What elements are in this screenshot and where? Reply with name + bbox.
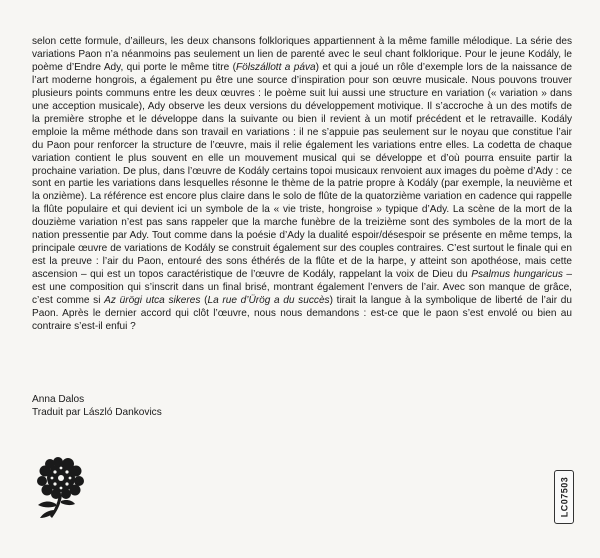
- flower-ornament-icon: [28, 454, 92, 522]
- work-title-3: Az ürögi utca sikeres: [104, 295, 201, 307]
- body-paragraph: [32, 36, 572, 334]
- paragraph-segment-3: – est une composition qui s’inscrit dans un final brisé, montrant également l’envers de l’air. Avec son manque de grâce, c’est comme si: [32, 269, 572, 307]
- work-title-4: La rue d’Ürög a du succès: [207, 295, 330, 307]
- work-title-2: Psalmus hungaricus: [471, 269, 563, 281]
- paragraph-segment-2: ) et qui a joué un rôle d’exemple lors de la naissance de l’art moderne hongrois, a également pu être une source d’inspiration pour son œuvre musicale. Nous pouvons trouver plusieurs points communs entre les deux œuvres : le poème suit lui aussi une structure en variation (« variation » dans une acception musicale), Ady observe les deux versions du développement motivique. Il s’accroche à un des motifs de la première strophe et le développe dans la suivante ou bien il revient à un motif précédent et le retravaille. Kodály emploie la même méthode dans son travail en variations : il ne s’appuie pas seulement sur le noyau que constitue l’air du Paon pour renforcer la structure de l’œuvre, mais il relie également les variations entre elles. La codetta de chaque variation contient le plus souvent en elle un mouvement musical qui se développe et d’où pourra ensuite partir la prochaine variation. De plus, dans l’œuvre de Kodály certains topoi musicaux renvoient aux images du poème d’Ady : ce sont en partie les variations dans lesquelles résonne le thème de la patrie propre à Kodály (par exemple, la neuvième et la onzième). La référence est encore plus claire dans le solo de flûte de la quatorzième variation en cadence qui rappelle la flûte populaire et qui devient ici un symbole de la « vie triste, hongroise » typique d’Ady. La scène de la mort de la douzième variation n’est pas sans rappeler que la marche funèbre de la treizième sont des symboles de la mort de la nation pressentie par Ady. Tout comme dans la poésie d’Ady la dualité espoir/désespoir se présente en même temps, la principale œuvre de variations de Kodály se construit également sur des couples contraires. C’est surtout le finale qui en est la preuve : l’air du Paon, entouré des sons éthérés de la flûte et de la harpe, y atteint son apothéose, mais cette ascension – qui est un topos caractéristique de l’œuvre de Kodály, rappelant la voix de Dieu du: [32, 61, 572, 281]
- paragraph-segment-4: (: [200, 295, 208, 307]
- label-code-text: LC07503: [559, 476, 569, 518]
- author-block: [32, 394, 162, 420]
- work-title-1: Fölszállott a páva: [235, 61, 316, 73]
- paragraph-segment-1: selon cette formule, d’ailleurs, les deux chansons folkloriques appartiennent à la même famille mélodique. La série des variations Paon n’a néanmoins pas seulement un lien de parenté avec le seul chant folklorique. Pour le jeune Kodály, le poème d’Endre Ady, qui porte le même titre (: [32, 36, 572, 73]
- label-code-badge: [554, 470, 574, 524]
- translator-credit: Traduit par László Dankovics: [32, 406, 162, 418]
- paragraph-segment-5: ) tirait la langue à la symbolique de liberté de l’air du Paon. Après le dernier accord qui clôt l’œuvre, nous nous demandons : est-ce que le paon s’est envolé ou bien au contraire s’est-il enfui ?: [32, 295, 572, 332]
- author-name: Anna Dalos: [32, 394, 85, 405]
